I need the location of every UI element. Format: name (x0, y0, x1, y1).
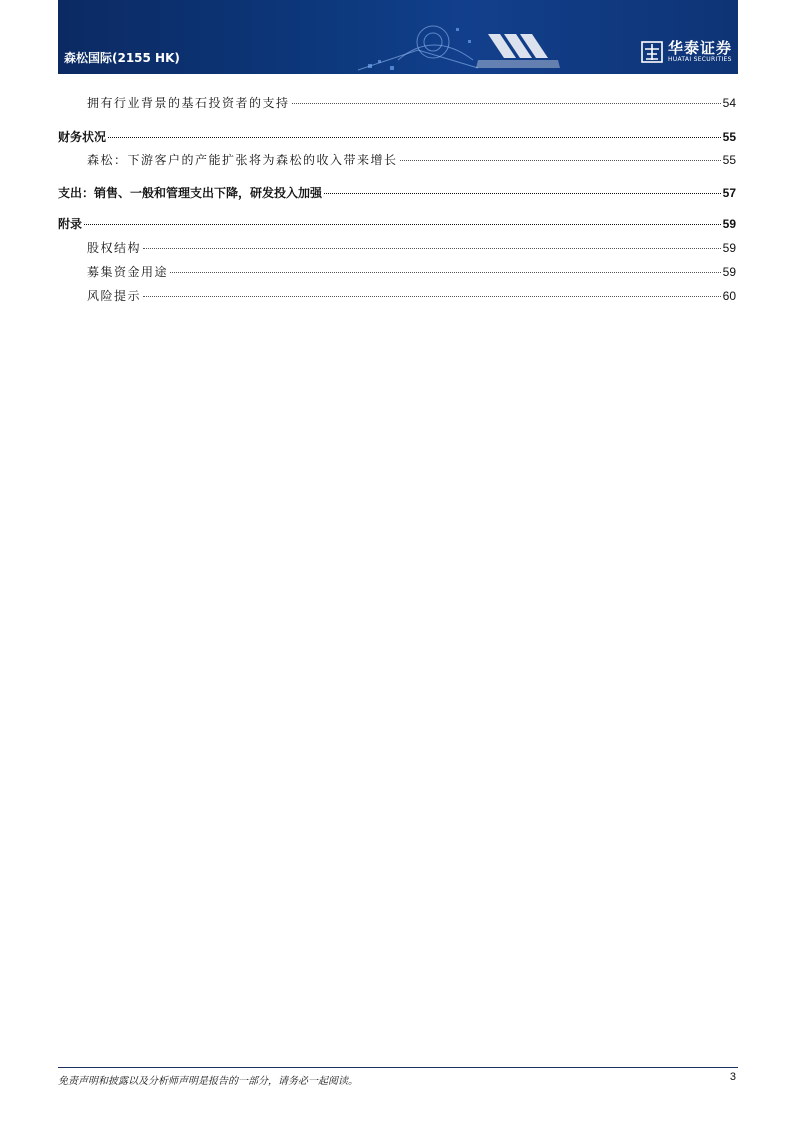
toc-entry[interactable] (58, 186, 736, 200)
toc-entry[interactable] (58, 265, 736, 279)
toc-entry[interactable] (58, 96, 736, 110)
toc-entry-page: 54 (722, 96, 736, 110)
company-name: 森松国际(2155 HK) (64, 51, 180, 65)
toc-entry-label: 风险提示 (87, 289, 142, 303)
huatai-logo-icon (641, 41, 663, 63)
brand-logo (641, 40, 732, 64)
toc-entry-page: 60 (722, 289, 736, 303)
toc-entry[interactable] (58, 153, 736, 167)
toc-entry-label: 募集资金用途 (87, 265, 169, 279)
toc-entry-page: 59 (722, 241, 736, 255)
toc-leader-dots (292, 103, 721, 104)
toc-entry-page: 59 (722, 217, 736, 231)
toc-leader-dots (400, 160, 721, 161)
toc-leader-dots (143, 296, 721, 297)
footer-disclaimer: 免责声明和披露以及分析师声明是报告的一部分，请务必一起阅读。 (58, 1076, 358, 1087)
toc-entry-label: 附录 (58, 217, 83, 231)
toc-entry-label: 支出：销售、一般和管理支出下降，研发投入加强 (58, 186, 323, 200)
toc-entry-label: 森松：下游客户的产能扩张将为森松的收入带来增长 (87, 153, 398, 167)
toc-entry-page: 59 (722, 265, 736, 279)
toc-entry[interactable] (58, 217, 736, 231)
toc-entry-page: 57 (722, 186, 736, 200)
toc-entry[interactable] (58, 130, 736, 144)
toc-leader-dots (108, 137, 721, 138)
toc-entry-page: 55 (722, 153, 736, 167)
toc-entry[interactable] (58, 241, 736, 255)
toc-entry-page: 55 (722, 130, 736, 144)
brand-name-cn: 华泰证券 (667, 39, 732, 57)
toc-leader-dots (170, 272, 721, 273)
page-header (58, 0, 738, 74)
toc-entry-label: 股权结构 (87, 241, 142, 255)
toc-leader-dots (143, 248, 721, 249)
footer-divider (58, 1067, 738, 1068)
toc-leader-dots (324, 193, 721, 194)
toc-entry[interactable] (58, 289, 736, 303)
toc-leader-dots (84, 224, 721, 225)
header-decoration (338, 20, 568, 74)
brand-name-en: HUATAI SECURITIES (667, 56, 732, 63)
toc-entry-label: 财务状况 (58, 130, 107, 144)
toc-entry-label: 拥有行业背景的基石投资者的支持 (87, 96, 290, 110)
page-number: 3 (729, 1071, 736, 1083)
